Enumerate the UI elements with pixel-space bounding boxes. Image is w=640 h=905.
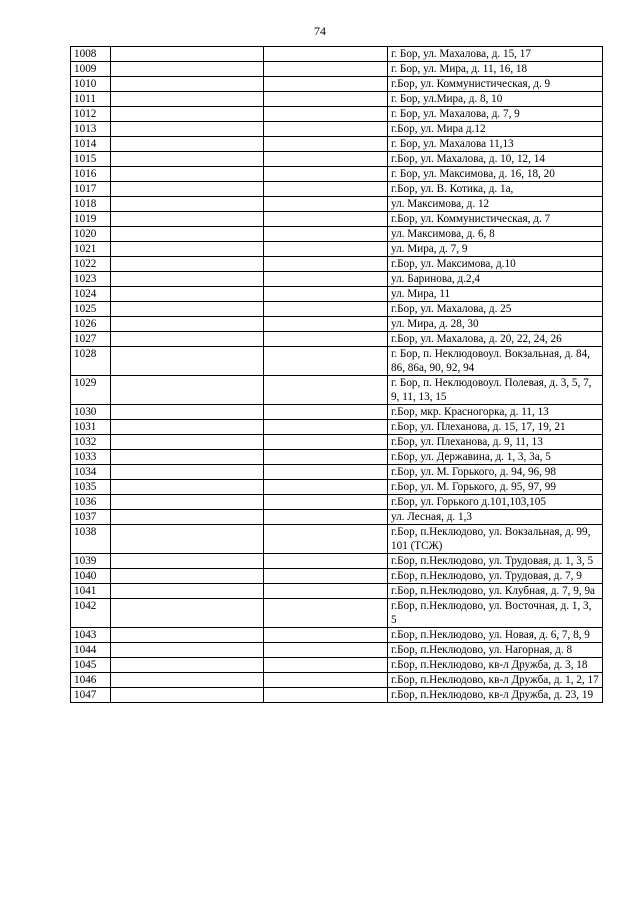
row-number-cell: 1011	[71, 92, 111, 107]
address-cell: г.Бор, ул. Махалова, д. 20, 22, 24, 26	[388, 332, 603, 347]
address-cell: г.Бор, ул. Мира д.12	[388, 122, 603, 137]
address-cell: г. Бор, ул. Максимова, д. 16, 18, 20	[388, 167, 603, 182]
address-cell: г.Бор, п.Неклюдово, ул. Вокзальная, д. 99, 101 (ТСЖ)	[388, 525, 603, 554]
address-cell: г.Бор, п.Неклюдово, ул. Восточная, д. 1, 3, 5	[388, 599, 603, 628]
address-cell: г.Бор, п.Неклюдово, кв-л Дружба, д. 1, 2, 17	[388, 673, 603, 688]
page-number: 74	[314, 24, 326, 38]
column-3-cell	[264, 688, 388, 703]
address-cell: г. Бор, п. Неклюдовоул. Вокзальная, д. 84, 86, 86а, 90, 92, 94	[388, 347, 603, 376]
table-row	[71, 480, 603, 495]
column-2-cell	[111, 525, 264, 554]
row-number-cell: 1022	[71, 257, 111, 272]
column-2-cell	[111, 302, 264, 317]
column-3-cell	[264, 317, 388, 332]
table-row	[71, 287, 603, 302]
address-cell: г. Бор, ул. Мира, д. 11, 16, 18	[388, 62, 603, 77]
row-number-cell: 1035	[71, 480, 111, 495]
column-2-cell	[111, 465, 264, 480]
address-cell: г.Бор, ул. Максимова, д.10	[388, 257, 603, 272]
row-number-cell: 1036	[71, 495, 111, 510]
column-2-cell	[111, 554, 264, 569]
table-row	[71, 376, 603, 405]
address-cell: ул. Мира, 11	[388, 287, 603, 302]
row-number-cell: 1016	[71, 167, 111, 182]
column-2-cell	[111, 480, 264, 495]
table-row	[71, 242, 603, 257]
address-cell: ул. Баринова, д.2,4	[388, 272, 603, 287]
address-cell: г.Бор, п.Неклюдово, кв-л Дружба, д. 23, 19	[388, 688, 603, 703]
column-3-cell	[264, 673, 388, 688]
table-row	[71, 643, 603, 658]
column-3-cell	[264, 599, 388, 628]
address-cell: г.Бор, ул. Махалова, д. 25	[388, 302, 603, 317]
table-row	[71, 405, 603, 420]
row-number-cell: 1017	[71, 182, 111, 197]
column-3-cell	[264, 77, 388, 92]
column-3-cell	[264, 495, 388, 510]
address-cell: г.Бор, ул. Коммунистическая, д. 7	[388, 212, 603, 227]
column-3-cell	[264, 450, 388, 465]
column-3-cell	[264, 435, 388, 450]
row-number-cell: 1029	[71, 376, 111, 405]
row-number-cell: 1040	[71, 569, 111, 584]
row-number-cell: 1008	[71, 47, 111, 62]
column-3-cell	[264, 197, 388, 212]
table-row	[71, 673, 603, 688]
row-number-cell: 1014	[71, 137, 111, 152]
column-2-cell	[111, 92, 264, 107]
address-table	[70, 46, 603, 703]
column-2-cell	[111, 287, 264, 302]
column-3-cell	[264, 137, 388, 152]
row-number-cell: 1027	[71, 332, 111, 347]
address-cell: г.Бор, п.Неклюдово, ул. Трудовая, д. 7, 9	[388, 569, 603, 584]
column-2-cell	[111, 569, 264, 584]
column-3-cell	[264, 554, 388, 569]
row-number-cell: 1009	[71, 62, 111, 77]
column-3-cell	[264, 569, 388, 584]
table-row	[71, 92, 603, 107]
row-number-cell: 1028	[71, 347, 111, 376]
row-number-cell: 1032	[71, 435, 111, 450]
address-cell: г.Бор, мкр. Красногорка, д. 11, 13	[388, 405, 603, 420]
column-2-cell	[111, 628, 264, 643]
column-3-cell	[264, 272, 388, 287]
address-cell: г. Бор, ул. Махалова, д. 7, 9	[388, 107, 603, 122]
table-row	[71, 182, 603, 197]
column-3-cell	[264, 152, 388, 167]
column-3-cell	[264, 107, 388, 122]
column-3-cell	[264, 658, 388, 673]
address-cell: ул. Мира, д. 28, 30	[388, 317, 603, 332]
address-cell: г.Бор, ул. М. Горького, д. 95, 97, 99	[388, 480, 603, 495]
row-number-cell: 1019	[71, 212, 111, 227]
table-row	[71, 628, 603, 643]
address-cell: г.Бор, ул. М. Горького, д. 94, 96, 98	[388, 465, 603, 480]
column-2-cell	[111, 182, 264, 197]
column-3-cell	[264, 465, 388, 480]
row-number-cell: 1030	[71, 405, 111, 420]
address-table-body	[71, 47, 603, 703]
column-3-cell	[264, 405, 388, 420]
table-row	[71, 584, 603, 599]
table-row	[71, 658, 603, 673]
table-row	[71, 554, 603, 569]
row-number-cell: 1015	[71, 152, 111, 167]
address-cell: г.Бор, п.Неклюдово, ул. Клубная, д. 7, 9, 9а	[388, 584, 603, 599]
column-2-cell	[111, 137, 264, 152]
address-cell: г.Бор, п.Неклюдово, ул. Трудовая, д. 1, 3, 5	[388, 554, 603, 569]
table-row	[71, 688, 603, 703]
column-3-cell	[264, 510, 388, 525]
address-cell: ул. Максимова, д. 12	[388, 197, 603, 212]
row-number-cell: 1010	[71, 77, 111, 92]
table-row	[71, 347, 603, 376]
column-2-cell	[111, 420, 264, 435]
table-row	[71, 107, 603, 122]
column-2-cell	[111, 167, 264, 182]
table-row	[71, 62, 603, 77]
column-2-cell	[111, 152, 264, 167]
row-number-cell: 1047	[71, 688, 111, 703]
column-3-cell	[264, 420, 388, 435]
column-3-cell	[264, 628, 388, 643]
column-2-cell	[111, 495, 264, 510]
row-number-cell: 1013	[71, 122, 111, 137]
row-number-cell: 1018	[71, 197, 111, 212]
column-2-cell	[111, 197, 264, 212]
address-cell: г. Бор, п. Неклюдовоул. Полевая, д. 3, 5, 7, 9, 11, 13, 15	[388, 376, 603, 405]
column-2-cell	[111, 77, 264, 92]
address-cell: г.Бор, п.Неклюдово, кв-л Дружба, д. 3, 18	[388, 658, 603, 673]
table-row	[71, 272, 603, 287]
column-3-cell	[264, 122, 388, 137]
table-row	[71, 317, 603, 332]
column-2-cell	[111, 47, 264, 62]
address-cell: г.Бор, п.Неклюдово, ул. Новая, д. 6, 7, 8, 9	[388, 628, 603, 643]
column-2-cell	[111, 347, 264, 376]
table-row	[71, 152, 603, 167]
table-row	[71, 465, 603, 480]
table-row	[71, 599, 603, 628]
row-number-cell: 1037	[71, 510, 111, 525]
column-2-cell	[111, 584, 264, 599]
row-number-cell: 1012	[71, 107, 111, 122]
table-row	[71, 137, 603, 152]
column-2-cell	[111, 376, 264, 405]
table-row	[71, 435, 603, 450]
table-row	[71, 495, 603, 510]
table-row	[71, 302, 603, 317]
column-3-cell	[264, 332, 388, 347]
address-cell: г. Бор, ул. Махалова 11,13	[388, 137, 603, 152]
column-3-cell	[264, 347, 388, 376]
table-row	[71, 450, 603, 465]
column-3-cell	[264, 47, 388, 62]
row-number-cell: 1045	[71, 658, 111, 673]
address-cell: г. Бор, ул. Махалова, д. 15, 17	[388, 47, 603, 62]
column-2-cell	[111, 450, 264, 465]
address-cell: ул. Мира, д. 7, 9	[388, 242, 603, 257]
column-2-cell	[111, 257, 264, 272]
table-row	[71, 569, 603, 584]
table-row	[71, 77, 603, 92]
row-number-cell: 1031	[71, 420, 111, 435]
column-3-cell	[264, 242, 388, 257]
column-3-cell	[264, 167, 388, 182]
row-number-cell: 1044	[71, 643, 111, 658]
column-3-cell	[264, 287, 388, 302]
column-2-cell	[111, 107, 264, 122]
column-2-cell	[111, 122, 264, 137]
table-row	[71, 212, 603, 227]
column-2-cell	[111, 332, 264, 347]
row-number-cell: 1025	[71, 302, 111, 317]
address-cell: г.Бор, ул. Горького д.101,103,105	[388, 495, 603, 510]
address-cell: г.Бор, ул. Державина, д. 1, 3, 3а, 5	[388, 450, 603, 465]
column-2-cell	[111, 688, 264, 703]
column-2-cell	[111, 212, 264, 227]
row-number-cell: 1023	[71, 272, 111, 287]
address-cell: г.Бор, ул. Коммунистическая, д. 9	[388, 77, 603, 92]
table-row	[71, 197, 603, 212]
table-row	[71, 257, 603, 272]
column-3-cell	[264, 525, 388, 554]
column-3-cell	[264, 480, 388, 495]
column-3-cell	[264, 302, 388, 317]
table-row	[71, 167, 603, 182]
row-number-cell: 1021	[71, 242, 111, 257]
table-row	[71, 122, 603, 137]
column-3-cell	[264, 92, 388, 107]
address-cell: г.Бор, п.Неклюдово, ул. Нагорная, д. 8	[388, 643, 603, 658]
row-number-cell: 1026	[71, 317, 111, 332]
column-2-cell	[111, 242, 264, 257]
column-3-cell	[264, 227, 388, 242]
row-number-cell: 1042	[71, 599, 111, 628]
column-2-cell	[111, 62, 264, 77]
column-2-cell	[111, 510, 264, 525]
row-number-cell: 1041	[71, 584, 111, 599]
column-3-cell	[264, 62, 388, 77]
address-cell: ул. Максимова, д. 6, 8	[388, 227, 603, 242]
column-3-cell	[264, 643, 388, 658]
column-3-cell	[264, 212, 388, 227]
table-row	[71, 47, 603, 62]
table-row	[71, 420, 603, 435]
row-number-cell: 1039	[71, 554, 111, 569]
address-cell: ул. Лесная, д. 1,3	[388, 510, 603, 525]
row-number-cell: 1033	[71, 450, 111, 465]
table-row	[71, 510, 603, 525]
table-row	[71, 227, 603, 242]
column-2-cell	[111, 435, 264, 450]
address-cell: г.Бор, ул. Плеханова, д. 15, 17, 19, 21	[388, 420, 603, 435]
column-2-cell	[111, 643, 264, 658]
row-number-cell: 1024	[71, 287, 111, 302]
row-number-cell: 1038	[71, 525, 111, 554]
table-row	[71, 332, 603, 347]
row-number-cell: 1020	[71, 227, 111, 242]
row-number-cell: 1034	[71, 465, 111, 480]
column-2-cell	[111, 317, 264, 332]
address-cell: г.Бор, ул. Плеханова, д. 9, 11, 13	[388, 435, 603, 450]
column-3-cell	[264, 182, 388, 197]
column-2-cell	[111, 599, 264, 628]
address-cell: г. Бор, ул.Мира, д. 8, 10	[388, 92, 603, 107]
row-number-cell: 1046	[71, 673, 111, 688]
column-3-cell	[264, 257, 388, 272]
column-2-cell	[111, 272, 264, 287]
address-cell: г.Бор, ул. Махалова, д. 10, 12, 14	[388, 152, 603, 167]
column-2-cell	[111, 227, 264, 242]
column-3-cell	[264, 376, 388, 405]
column-2-cell	[111, 673, 264, 688]
column-3-cell	[264, 584, 388, 599]
row-number-cell: 1043	[71, 628, 111, 643]
column-2-cell	[111, 658, 264, 673]
address-cell: г.Бор, ул. В. Котика, д. 1а,	[388, 182, 603, 197]
table-row	[71, 525, 603, 554]
column-2-cell	[111, 405, 264, 420]
